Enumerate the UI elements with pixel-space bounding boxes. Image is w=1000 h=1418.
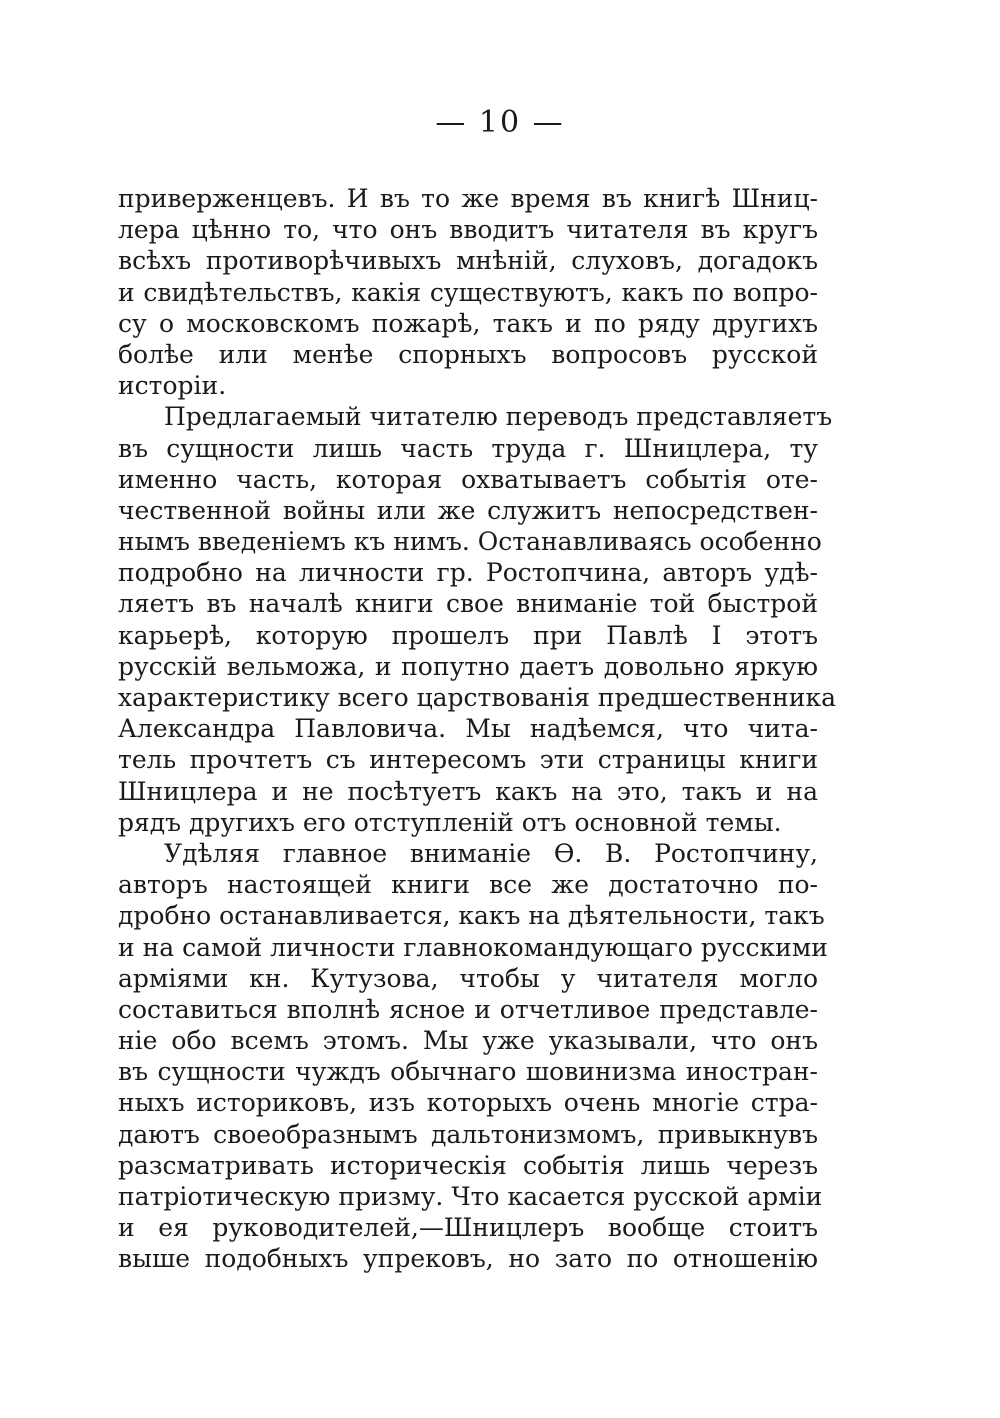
text-line: тель прочтетъ съ интересомъ эти страницы книги <box>118 745 818 775</box>
text-line: приверженцевъ. И въ то же время въ книгѣ Шниц- <box>118 184 818 213</box>
text-line: подробно на личности гр. Ростопчина, авторъ удѣ- <box>118 558 818 588</box>
text-line: чественной войны или же служитъ непосредствен- <box>118 495 818 525</box>
text-line: въ сущности чуждъ обычнаго шовинизма иностран- <box>118 1057 818 1087</box>
text-line: характеристику всего царствованія предшественника <box>118 683 836 712</box>
text-line: исторіи. <box>118 371 227 401</box>
text-line: лера цѣнно то, что онъ вводитъ читателя въ кругъ <box>118 215 818 245</box>
text-line: су о московскомъ пожарѣ, такъ и по ряду другихъ <box>118 308 818 338</box>
text-line: и свидѣтельствъ, какія существуютъ, какъ по вопро- <box>118 277 818 307</box>
text-line: рядъ другихъ его отступленій отъ основной темы. <box>118 807 782 837</box>
text-line: именно часть, которая охватываетъ событія оте- <box>118 464 818 494</box>
text-line: авторъ настоящей книги все же достаточно по- <box>118 870 818 900</box>
text-line: арміями кн. Кутузова, чтобы у читателя могло <box>118 963 818 993</box>
paragraph-start-line: Удѣляя главное вниманіе Ѳ. В. Ростопчину, <box>164 838 818 868</box>
text-line: и на самой личности главнокомандующаго русскими <box>118 932 828 962</box>
text-line: всѣхъ противорѣчивыхъ мнѣній, слуховъ, догадокъ <box>118 246 818 276</box>
text-line: ляетъ въ началѣ книги свое вниманіе той быстрой <box>118 589 818 619</box>
text-line: карьерѣ, которую прошелъ при Павлѣ I этотъ <box>118 620 818 650</box>
text-line: патріотическую призму. Что касается русской арміи <box>118 1182 823 1211</box>
text-line: русскій вельможа, и попутно даетъ довольно яркую <box>118 651 818 681</box>
text-line: и ея руководителей,—Шницлеръ вообще стоитъ <box>118 1213 818 1243</box>
body-text <box>118 183 836 1275</box>
text-line: въ сущности лишь часть труда г. Шницлера, ту <box>118 433 818 463</box>
text-line: составиться вполнѣ ясное и отчетливое представле- <box>118 994 818 1024</box>
text-line: нымъ введеніемъ къ нимъ. Останавливаясь особенно <box>118 527 822 557</box>
text-line: Шницлера и не посѣтуетъ какъ на это, такъ и на <box>118 776 818 806</box>
text-line: Александра Павловича. Мы надѣемся, что чита- <box>118 714 818 744</box>
text-line: дробно останавливается, какъ на дѣятельности, такъ <box>118 901 825 931</box>
text-line: ныхъ историковъ, изъ которыхъ очень многіе стра- <box>118 1088 818 1118</box>
text-line: разсматривать историческія событія лишь черезъ <box>118 1150 818 1180</box>
paragraph-start-line: Предлагаемый читателю переводъ представляетъ <box>164 402 833 432</box>
text-line: выше подобныхъ упрековъ, но зато по отношенію <box>118 1244 818 1274</box>
text-line: ніе обо всемъ этомъ. Мы уже указывали, что онъ <box>118 1026 818 1056</box>
text-line: болѣе или менѣе спорныхъ вопросовъ русской <box>118 339 818 369</box>
text-line: даютъ своеобразнымъ дальтонизмомъ, привыкнувъ <box>118 1119 818 1149</box>
page-number: — 10 — <box>435 105 565 140</box>
